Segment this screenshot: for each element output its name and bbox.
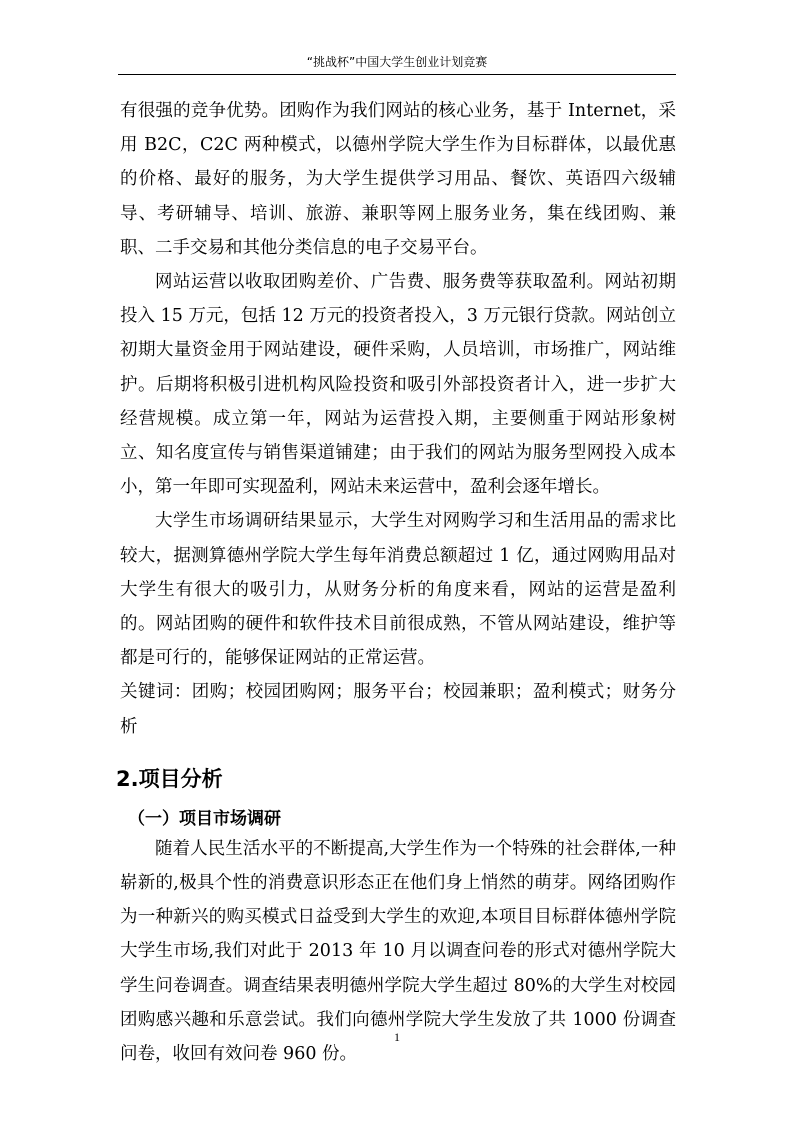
header-title: “挑战杯”中国大学生创业计划竞赛	[306, 55, 488, 69]
page-number: 1	[394, 1030, 400, 1044]
page-header	[118, 50, 676, 75]
paragraph-market-survey-summary: 大学生市场调研结果显示，大学生对网购学习和生活用品的需求比较大，据测算德州学院大学生每年消费总额超过 1 亿，通过网购用品对大学生有很大的吸引力，从财务分析的角度来看，网站的运营是盈利的。网站团购的硬件和软件技术目前很成熟，不管从网站建设，维护等都是可行的，能够保证网站的正常运营。	[120, 511, 676, 669]
subsection-title: （一）项目市场调研	[128, 808, 281, 829]
paragraph-market-research: 随着人民生活水平的不断提高,大学生作为一个特殊的社会群体,一种崭新的,极具个性的消费意识形态正在他们身上悄然的萌芽。网络团购作为一种新兴的购买模式日益受到大学生的欢迎,本项目目标群体德州学院大学生市场,我们对此于 2013 年 10 月以调查问卷的形式对德州学院大学生问卷调查。调查结果表明德州学院大学生超过 80%的大学生对校园团购感兴趣和乐意尝试。我们向德州学院大学生发放了共 1000 份调查问卷，收回有效问卷 960 份。	[120, 838, 676, 1065]
paragraph-intro-continued: 有很强的竞争优势。团购作为我们网站的核心业务，基于 Internet，采用 B2C，C2C 两种模式，以德州学院大学生作为目标群体，以最优惠的价格、最好的服务，为大学生提供学习用品、餐饮、英语四六级辅导、考研辅导、培训、旅游、兼职等网上服务业务，集在线团购、兼职、二手交易和其他分类信息的电子交易平台。	[120, 101, 676, 258]
document-body	[116, 94, 676, 1071]
keywords-line: 关键词：团购；校园团购网；服务平台；校园兼职；盈利模式；财务分析	[120, 682, 676, 737]
section-title: 2.项目分析	[116, 766, 223, 791]
paragraph-operations: 网站运营以收取团购差价、广告费、服务费等获取盈利。网站初期投入 15 万元，包括 12 万元的投资者投入，3 万元银行贷款。网站创立初期大量资金用于网站建设，硬件采购，人员培训，市场推广，网站维护。后期将积极引进机构风险投资和吸引外部投资者计入，进一步扩大经营规模。成立第一年，网站为运营投入期，主要侧重于网站形象树立、知名度宣传与销售渠道铺建；由于我们的网站为服务型网投入成本小，第一年即可实现盈利，网站未来运营中，盈利会逐年增长。	[120, 272, 676, 498]
